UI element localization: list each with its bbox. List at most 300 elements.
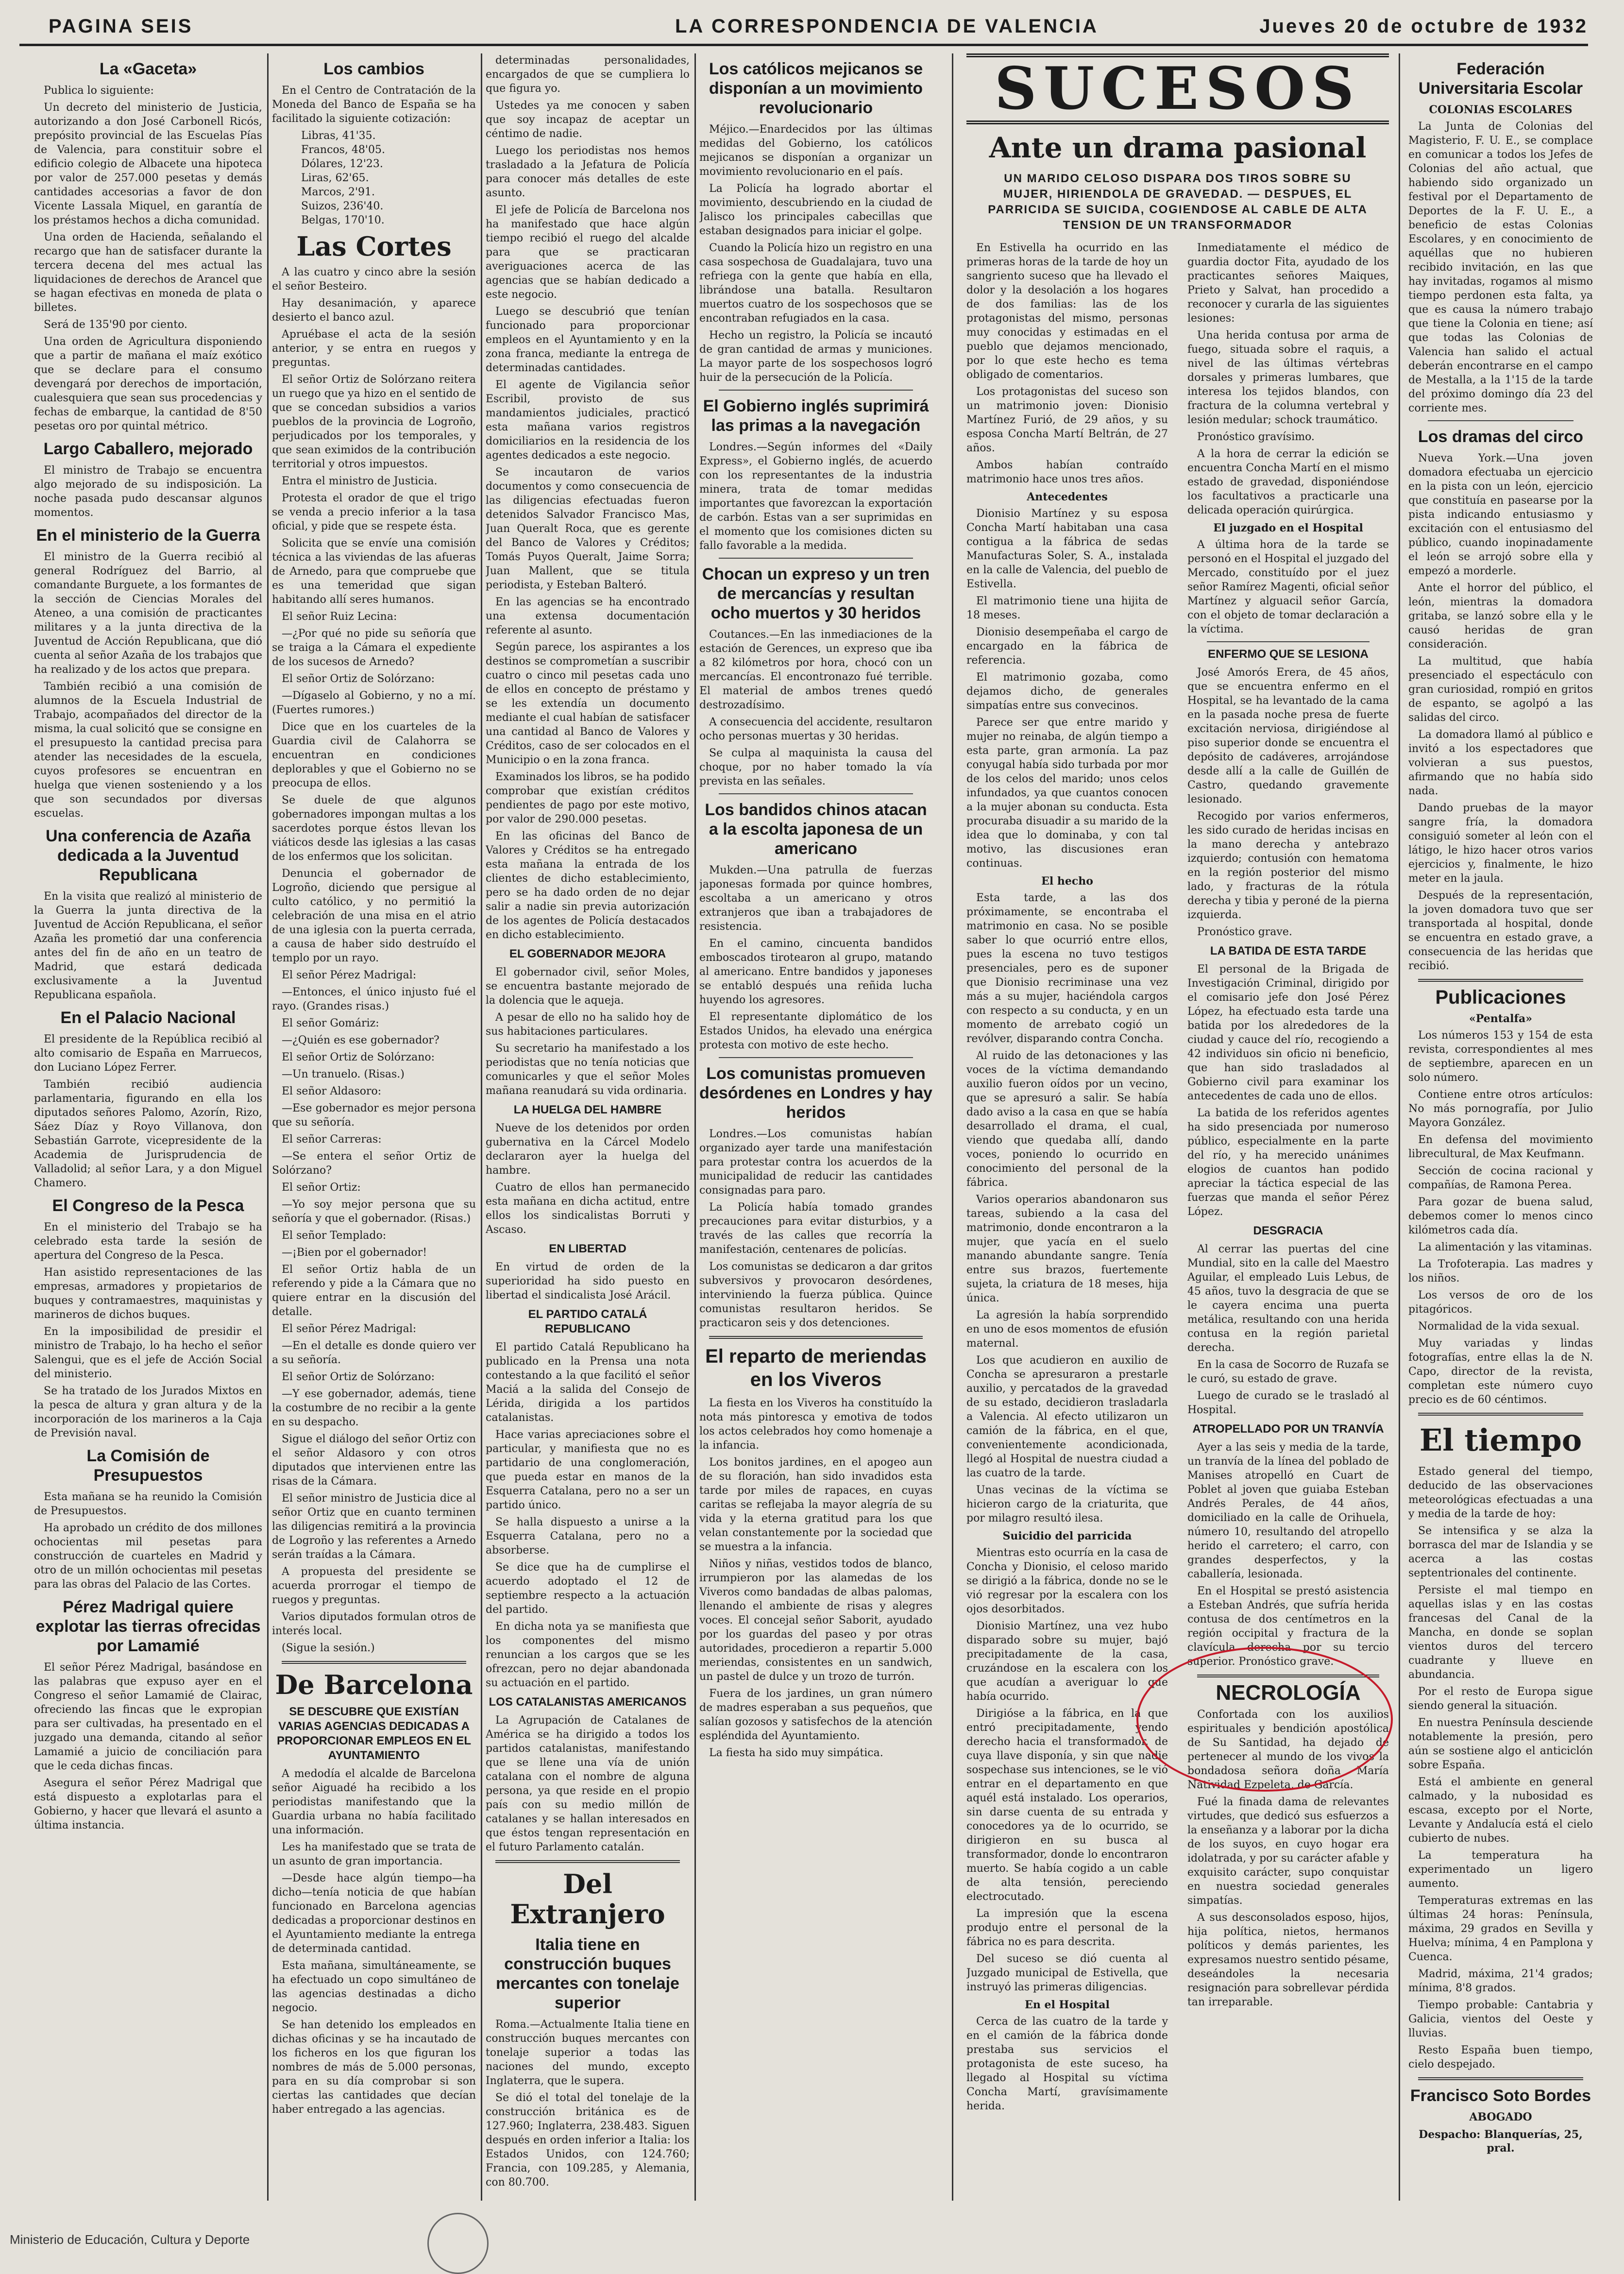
- paragraph: Luego los periodistas nos hemos trasladado a la Jefatura de Policía para conocer más detalles de este asunto.: [486, 145, 690, 199]
- headline-drama: Ante un drama pasional: [989, 131, 1367, 164]
- paragraph: Muy variadas y lindas fotografías, entre ellas la de N. Capo, director de la revista, completan este número cuyo precio es de 60 céntimos.: [1408, 1337, 1593, 1406]
- column-rule: [481, 53, 482, 2201]
- paragraph: Hecho un registro, la Policía se incautó de gran cantidad de armas y municiones. La mayor parte de los sospechosos logró huir de la persecución de la Policía.: [699, 329, 932, 384]
- paragraph: El jefe de Policía de Barcelona nos ha manifestado que hace algún tiempo recibió el ruego del alcalde para que se practicaran averiguaciones acerca de las agencias que se habían dedicado a este negocio.: [486, 204, 690, 301]
- paragraph: Coutances.—En las inmediaciones de la estación de Gerences, un expreso que iba a 82 kilómetros por hora, chocó con un mercancías. El encontronazo fué terrible. El material de ambos trenes quedó destrozadísimo.: [699, 629, 932, 711]
- headline-gaceta: La «Gaceta»: [99, 60, 197, 78]
- headline-tiempo: El tiempo: [1419, 1422, 1582, 1458]
- article-drama-lesiones: [1187, 241, 1389, 517]
- paragraph: —Desde hace algún tiempo—ha dicho—tenía noticia de que habían funcionado en Barcelona agencias dedicadas a proporcionar destinos en el Ayuntamiento mediante la entrega de determinada cantidad.: [272, 1872, 476, 1955]
- paragraph: El señor Ortiz habla de un referendo y pide a la Cámara que no quiere entrar en la discusión del detalle.: [272, 1264, 476, 1318]
- paragraph: Méjico.—Enardecidos por las últimas medidas del Gobierno, los católicos mejicanos se disponían a organizar un movimiento revolucionario en el país.: [699, 123, 932, 178]
- paragraph: La temperatura ha experimentado un ligero aumento.: [1408, 1849, 1593, 1890]
- paragraph: El señor Ruiz Lecina:: [282, 611, 397, 623]
- paragraph: Cerca de las cuatro de la tarde y en el camión de la fábrica donde prestaba sus servicios el protagonista de este suceso, ha llegado al Hospital su víctima Concha Martí, gravísimamente herida.: [966, 2016, 1168, 2112]
- paragraph: En el Hospital se prestó asistencia a Esteban Andrés, que sufría herida contusa de dos centímetros en la región occipital y fractura de la clavícula derecha por su tercio superior. Pronóstico grave.: [1187, 1585, 1389, 1668]
- paragraph: Por el resto de Europa sigue siendo general la situación.: [1408, 1686, 1593, 1712]
- headline-desgracia: DESGRACIA: [1253, 1224, 1323, 1237]
- paragraph: Roma.—Actualmente Italia tiene en construcción buques mercantes con tonelaje superior a todas las naciones del mundo, excepto Inglaterra, que le supera.: [486, 2018, 690, 2087]
- separator: [719, 390, 913, 391]
- library-stamp: [427, 2213, 489, 2274]
- paragraph: El partido Catalá Republicano ha publicado en la Prensa una nota contestando a la que facilitó el señor Maciá a la salida del Consejo de Lérida, dirigida a los partidos catalanistas.: [486, 1341, 690, 1424]
- headline-extranjero: Del Extranjero: [510, 1868, 665, 1930]
- paragraph: Apruébase el acta de la sesión anterior, y se entra en ruegos y preguntas.: [272, 328, 476, 369]
- paragraph: —Se entera el señor Ortiz de Solórzano?: [272, 1150, 476, 1177]
- paragraph: Contiene entre otros artículos: No más pornografía, por Julio Mayora González.: [1408, 1089, 1593, 1129]
- paragraph: —Entonces, el único injusto fué el rayo. (Grandes risas.): [272, 986, 476, 1012]
- sucesos-columns: [966, 241, 1389, 2116]
- paragraph: Tiempo probable: Cantabria y Galicia, vientos del Oeste y lluvias.: [1408, 1999, 1593, 2039]
- paragraph: El señor ministro de Justicia dice al señor Ortiz que en cuanto terminen las diligencias remitirá a la provincia de Logroño y las referentes a Arnedo serán traídas a la Cámara.: [272, 1492, 476, 1561]
- paragraph: Londres.—Los comunistas habían organizado ayer tarde una manifestación para protestar contra los acuerdos de la municipalidad de reducir las cantidades consignadas para paro.: [699, 1128, 932, 1197]
- article-tranvia: [1187, 1440, 1389, 1669]
- paragraph: Ambos habían contraído matrimonio hace unos tres años.: [966, 459, 1168, 485]
- paragraph: Sección de cocina racional y compañías, de Ramona Perea.: [1408, 1165, 1593, 1191]
- paragraph: Londres.—Según informes del «Daily Express», el Gobierno inglés, de acuerdo con los representantes de la industria minera, trata de tomar medidas importantes que favorezcan la exportación de carbón. Estas van a ser suprimidas en el momento que los comisiones dicten su fallo favorable a la medida.: [699, 441, 932, 552]
- subhead-hecho: El hecho: [1041, 875, 1093, 888]
- paragraph: El señor Ortiz de Solórzano reitera un ruego que ya hizo en el sentido de que se concedan subsidios a varios pueblos de la provincia de Logroño, perjudicados por los temporales, y que sean eximidos de la contribución territorial y otros impuestos.: [272, 374, 476, 470]
- paragraph: Nueva York.—Una joven domadora efectuaba un ejercicio en la pista con un león, ejercicio que constituía en pasearse por la pista indicando entusiasmo y excitación con el entusiasmo del público, cuando inopinadamente el león se arrojó sobre ella y empezó a morderle.: [1408, 452, 1593, 577]
- paragraph: La Policía ha logrado abortar el movimiento, descubriendo en la ciudad de Jalisco los principales cabecillas que estaban designados para iniciar el golpe.: [699, 183, 932, 237]
- paragraph: Después de la representación, la joven domadora tuvo que ser transportada al hospital, donde se encuentra en estado grave, a consecuencia de las heridas que recibió.: [1408, 889, 1593, 972]
- separator: [1418, 979, 1583, 982]
- paragraph: El representante diplomático de los Estados Unidos, ha elevado una enérgica protesta con motivo de este hecho.: [699, 1011, 932, 1051]
- paragraph: En dicha nota ya se manifiesta que los componentes del mismo renuncian a los cargos que se les ofrezcan, pero no dejar abandonada su actuación en el partido.: [486, 1621, 690, 1689]
- paragraph: Se dice que ha de cumplirse el acuerdo adoptado el 12 de septiembre respecto a la actuación del partido.: [486, 1561, 690, 1616]
- column-6: [1408, 53, 1593, 2201]
- paragraph: Al ruido de las detonaciones y las voces de la víctima demandando auxilio fueron oídos por un vecino, que se apresuró a salir. Se había dado aviso a la casa en que se había desarrollado el drama, el cual, viendo que quedaba allí, dando voces, poniendo lo ocurrido en conocimiento del personal de la fábrica.: [966, 1050, 1168, 1189]
- paragraph: Los protagonistas del suceso son un matrimonio joven: Dionisio Martínez Furió, de 29 años, y su esposa Concha Martí Beltrán, de 27 años.: [966, 386, 1168, 454]
- paragraph: Una orden de Hacienda, señalando el recargo que han de satisfacer durante la tercera decena del mes actual las liquidaciones de derechos de Arancel que se hagan efectivas en moneda de plata o billetes.: [34, 231, 262, 314]
- article-choque: [699, 628, 932, 788]
- article-publicaciones: [1408, 1028, 1593, 1407]
- paragraph: Mukden.—Una patrulla de fuerzas japonesas formada por quince hombres, escoltaba a un americano y otros extranjeros que iban a trabajadores de resistencia.: [699, 864, 932, 933]
- paragraph: La domadora llamó al público e invitó a los espectadores que volvieran a sus puestos, afirmando que no había sido nada.: [1408, 729, 1593, 797]
- article-presupuestos: [34, 1490, 262, 1591]
- paragraph: (Sigue la sesión.): [282, 1642, 375, 1654]
- article-ingles: [699, 440, 932, 553]
- paragraph: El señor Templado:: [282, 1230, 387, 1242]
- paragraph: El señor Ortiz de Solórzano:: [282, 673, 435, 685]
- paragraph: En la casa de Socorro de Ruzafa se le curó, su estado de grave.: [1187, 1359, 1389, 1385]
- paragraph: El agente de Vigilancia señor Escribil, provisto de sus mandamientos judiciales, practicó esta mañana varios registros domiciliarios en la residencia de los agentes dedicados a este negocio.: [486, 379, 690, 462]
- sucesos-left: [966, 241, 1168, 2116]
- rate-line: Dólares, 12'23.: [301, 158, 383, 170]
- paragraph: Los bonitos jardines, en el apogeo aun de su floración, han sido invadidos esta tarde por miles de rapaces, en cuyas caritas se reflejaba la mayor alegría de su vida y la eterna gratitud para los que velan constantemente por la sociedad que se muestra a la infancia.: [699, 1456, 932, 1553]
- paragraph: La Agrupación de Catalanes de América se ha dirigido a todos los partidos catalanistas, manifestando que se llene una vía de unión catalana con el nombre de alguna persona, ya que reside en el propio país con su medio millón de catalanes y se hallan interesados en que éstos tengan representación en el futuro Parlamento catalán.: [486, 1714, 690, 1853]
- paragraph: La batida de los referidos agentes ha sido presenciada por numeroso público, especialmente en la parte del río, y ha merecido unánimes elogios de cuantos han podido apreciar la táctica especial de las fuerzas que manda el señor Pérez López.: [1187, 1107, 1389, 1218]
- headline-pesca: El Congreso de la Pesca: [52, 1197, 244, 1215]
- headline-cortes: Las Cortes: [296, 231, 452, 262]
- paragraph: Hace varias apreciaciones sobre el particular, y manifiesta que no es partidario de una conglomeración, que pueda estar en manos de la Esquerra Catalana, pero no a ser un partido único.: [486, 1429, 690, 1511]
- article-bandidos: [699, 863, 932, 1052]
- paragraph: Se han detenido los empleados en dichas oficinas y se ha incautado de los ficheros en los que figuran los nombres de más de 5.000 personas, para en su día comprobar si son ciertas las cantidades que decían haber entregado a las agencias.: [272, 2019, 476, 2116]
- paragraph: —¿Quién es ese gobernador?: [282, 1034, 440, 1046]
- headline-americanos: LOS CATALANISTAS AMERICANOS: [489, 1695, 687, 1709]
- article-comunistas: [699, 1127, 932, 1330]
- paragraph: Luego se descubrió que tenían funcionado para proporcionar empleos en el Ayuntamiento y en la zona franca, mediante la entrega de determinadas cantidades.: [486, 306, 690, 374]
- paragraph: Hay desanimación, y aparece desierto el banco azul.: [272, 297, 476, 324]
- article-perez-madrigal: [34, 1660, 262, 1832]
- paragraph: Fué la finada dama de relevantes virtudes, que dedicó sus esfuerzos a la enseñanza y a laborar por la dicha de los suyos, en cuyo hogar era idolatrada, y por su carácter afable y exquisito carácter, supo conquistar en nuestra sociedad generales simpatías.: [1187, 1796, 1389, 1907]
- paragraph: Un decreto del ministerio de Justicia, autorizando a don José Carbonell Ricós, prepósito provincial de las Escuelas Pías de Valencia, para constituir sobre el edificio colegio de Albacete una hipoteca por valor de 257.000 pesetas y demás cantidades accesorias a favor de don Vicente Lassala Miquel, en garantía de los préstamos hechos a dicha comunidad.: [34, 102, 262, 226]
- paragraph: José Amorós Erera, de 45 años, que se encuentra enfermo en el Hospital, se ha levantado de la cama en la pasada noche presa de fuerte excitación nerviosa, dirigiéndose al piso superior donde se encuentra el depósito de cadáveres, arrojándose desde allí a la calle de Guillén de Castro, quedando gravemente lesionado.: [1187, 667, 1389, 805]
- paragraph: El gobernador civil, señor Moles, se encuentra bastante mejorado de la dolencia que le aqueja.: [486, 966, 690, 1007]
- paragraph: En Estivella ha ocurrido en las primeras horas de la tarde de hoy un sangriento suceso que ha llevado el dolor y la desolación a los hogares de dos familias: las de los protagonistas del mismo, personas muy conocidas y estimadas en el pueblo que dejamos mencionado, por lo que este hecho es tema obligado de comentarios.: [966, 242, 1168, 381]
- headline-palacio: En el Palacio Nacional: [60, 1009, 236, 1027]
- paragraph: Se ha tratado de los Jurados Mixtos en la pesca de altura y gran altura y de la incorporación de los marineros a la Caja de Previsión naval.: [34, 1385, 262, 1439]
- paragraph: El personal de la Brigada de Investigación Criminal, dirigido por el comisario jefe don José Pérez López, ha efectuado esta tarde una batida por los alrededores de la ciudad y cauce del río, recogiendo a 42 individuos sin oficio ni beneficio, que han sido trasladados al Gobierno civil para examinar los antecedentes de cada uno de ellos.: [1187, 963, 1389, 1102]
- article-suicidio: [966, 1546, 1168, 1994]
- paragraph: Recogido por varios enfermeros, les sido curado de heridas incisas en la mano derecha y antebrazo izquierdo; contusión con hematoma en la región posterior del mismo lado, y fracturas de la rótula derecha y tibia y peroné de la pierna izquierda.: [1187, 810, 1389, 921]
- newspaper-title: LA CORRESPONDENCIA DE VALENCIA: [675, 16, 1099, 37]
- article-palacio: [34, 1032, 262, 1190]
- paragraph: Una herida contusa por arma de fuego, situada sobre el raquis, a nivel de las últimas vértebras dorsales y primeras lumbares, que interesa los tejidos blandos, con fractura de la columna vertebral y lesión medular; schock traumático.: [1187, 329, 1389, 426]
- paragraph: Dionisio desempeñaba el cargo de encargado en la fábrica de referencia.: [966, 626, 1168, 667]
- paragraph: Persiste el mal tiempo en aquellas islas y en las costas francesas del Canal de la Mancha, en donde se soplan vientos duros del tercero cuadrante y llueve en abundancia.: [1408, 1584, 1593, 1681]
- ad-soto-name: Francisco Soto Bordes: [1410, 2086, 1591, 2105]
- paragraph: Ha aprobado un crédito de dos millones ochocientas mil pesetas para construcción de cuarteles en Madrid y otro de un millón ochocientas mil pesetas para las obras del Palacio de las Cortes.: [34, 1522, 262, 1590]
- rate-line: Liras, 62'65.: [301, 172, 369, 184]
- separator: [1418, 1413, 1583, 1416]
- headline-meriendas: El reparto de meriendas en los Viveros: [705, 1346, 927, 1390]
- paragraph: A última hora de la tarde se personó en el Hospital el juzgado del Mercado, constituído por el juez señor Ramírez Magenti, oficial señor Martínez y alguacil señor García, con el objeto de tomar declaración a la víctima.: [1187, 539, 1389, 635]
- subhead-juzgado: El juzgado en el Hospital: [1213, 522, 1363, 534]
- paragraph: También recibió a una comisión de alumnos de la Escuela Industrial de Trabajo, acompañados del director de la misma, la cual solicitó que se consigne en el presupuesto la cantidad precisa para atender las necesidades de la escuela, cuyos profesores se encuentran en huelga que vienen sosteniendo y a los que son secundados por diversas escuelas.: [34, 681, 262, 820]
- article-pesca: [34, 1220, 262, 1440]
- paragraph: Varios operarios abandonaron sus tareas, subiendo a la casa del matrimonio, donde encontraron a la mujer, que yacía en el suelo manando abundante sangre. Tenía entre sus brazos, fuertemente sujeta, la criatura de 18 meses, hija única.: [966, 1194, 1168, 1304]
- headline-barcelona: De Barcelona: [275, 1669, 473, 1700]
- rate-line: Belgas, 170'10.: [301, 214, 385, 226]
- paragraph: Protesta el orador de que el trigo se venda a precio inferior a la tasa oficial, y pide que se respete ésta.: [272, 492, 476, 532]
- issue-date: Jueves 20 de octubre de 1932: [1259, 16, 1588, 37]
- paragraph: Normalidad de la vida sexual.: [1418, 1320, 1580, 1333]
- paragraph: —Ese gobernador es mejor persona que su señoría.: [272, 1102, 476, 1128]
- article-libertad: [486, 1260, 690, 1302]
- paragraph: Solicita que se envíe una comisión técnica a las viviendas de las afueras de Arnedo, para que compruebe que es una temeridad que sigan habitando allí seres humanos.: [272, 537, 476, 606]
- paragraph: Nueve de los detenidos por orden gubernativa en la Cárcel Modelo declararon ayer la huelga del hambre.: [486, 1122, 690, 1177]
- paragraph: Publica lo siguiente:: [44, 85, 154, 97]
- paragraph: Fuera de los jardines, un gran número de madres esperaban a sus pequeños, que salían gozosos y satisfechos de la atención espléndida del Ayuntamiento.: [699, 1688, 932, 1742]
- paragraph: En la visita que realizó al ministerio de la Guerra la junta directiva de la Juventud de Acción Republicana, el señor Azaña les prometió dar una conferencia antes del fin de año en un teatro de Madrid, que estará dedicada exclusivamente a la Juventud Republicana española.: [34, 890, 262, 1001]
- separator: [1428, 420, 1573, 421]
- paragraph: Inmediatamente el médico de guardia doctor Fita, ayudado de los practicantes señores Maiques, Prieto y Salvat, han procedido a reconocer y curarla de las siguientes lesiones:: [1187, 242, 1389, 325]
- column-rule: [267, 53, 269, 2201]
- paragraph: En las agencias se ha encontrado una extensa documentación referente al asunto.: [486, 596, 690, 636]
- paragraph: Estado general del tiempo, deducido de las observaciones meteorológicas efectuadas a una y media de la tarde de hoy:: [1408, 1466, 1593, 1520]
- paragraph: El señor Ortiz:: [282, 1181, 361, 1194]
- headline-bandidos: Los bandidos chinos atacan a la escolta japonesa de un americano: [705, 801, 927, 858]
- paragraph: —Y ese gobernador, además, tiene la costumbre de no recibir a la gente en su despacho.: [272, 1388, 476, 1428]
- article-gobernador: [486, 965, 690, 1098]
- article-hospital: [966, 2015, 1168, 2113]
- paragraph: A consecuencia del accidente, resultaron ocho personas muertas y 30 heridas.: [699, 716, 932, 742]
- paragraph: Está el ambiente en general calmado, y la nubosidad es escasa, excepto por el Norte, Levante y Andalucía está el cielo cubierto de nubes.: [1408, 1776, 1593, 1845]
- exchange-rates: [272, 129, 476, 227]
- paragraph: Unas vecinas de la víctima se hicieron cargo de la criaturita, que por milagro resultó ilesa.: [966, 1484, 1168, 1524]
- paragraph: A sus desconsolados esposo, hijos, hija política, nietos, hermanos políticos y demás parientes, les expresamos nuestro sentido pésame, deseándoles la necesaria resignación para sobrellevar pérdida tan irreparable.: [1187, 1912, 1389, 2008]
- separator: [719, 793, 913, 794]
- paragraph: —¿Por qué no pide su señoría que se traiga a la Cámara el expediente de los sucesos de Arnedo?: [272, 628, 476, 668]
- headline-huelga: LA HUELGA DEL HAMBRE: [513, 1103, 662, 1116]
- separator: [719, 1057, 913, 1058]
- paragraph: A propuesta del presidente se acuerda prorrogar el tiempo de ruegos y preguntas.: [272, 1566, 476, 1606]
- red-annotation-circle: [1136, 1647, 1393, 1792]
- paragraph: La Policía había tomado grandes precauciones para evitar disturbios, y a través de las calles que recorría la manifestación, centenares de policías.: [699, 1201, 932, 1256]
- subhead-colonias: COLONIAS ESCOLARES: [1429, 103, 1573, 116]
- ad-soto-title: ABOGADO: [1469, 2111, 1532, 2123]
- column-4: [699, 53, 932, 2201]
- paragraph: La fiesta en los Viveros ha constituído la nota más pintoresca y emotiva de todos los actos celebrados hoy como homenaje a la infancia.: [699, 1397, 932, 1452]
- section-title-sucesos: SUCESOS: [966, 53, 1389, 124]
- headline-fue: Federación Universitaria Escolar: [1418, 60, 1583, 98]
- paragraph: Esta tarde, a las dos próximamente, se encontraba el matrimonio en casa. No se posible saber lo que ocurrió entre ellos, pues la escena no tuvo testigos presenciales, pero es de suponer que Dionisio recriminase una vez más a su mujer, haciéndola cargos con respecto a su conducta, y en un momento de arrebato cogió un revólver, disparando contra Concha.: [966, 892, 1168, 1045]
- paragraph: Pronóstico grave.: [1197, 926, 1292, 938]
- article-guerra: [34, 550, 262, 821]
- headline-gobernador: EL GOBERNADOR MEJORA: [509, 947, 666, 960]
- paragraph: El señor Pérez Madrigal, basándose en las palabras que expuso ayer en el Congreso el señor Lamamié de Clairac, ofreciendo las fincas que le expropian para ser cultivadas, ha presentado en el juzgado una demanda, citando al señor Lamamié a juicio de conciliación para que le ceda dichas fincas.: [34, 1661, 262, 1772]
- headline-libertad: EN LIBERTAD: [549, 1242, 626, 1255]
- paragraph: Se intensifica y se alza la borrasca del mar de Islandia y se acerca a las costas septentrionales del continente.: [1408, 1525, 1593, 1579]
- paragraph: Dice que en los cuarteles de la Guardia civil de Calahorra se encuentran en condiciones deplorables y que el Gobierno no se preocupa de ellos.: [272, 721, 476, 789]
- column-rule: [1399, 53, 1400, 2201]
- paragraph: Luego de curado se le trasladó al Hospital.: [1187, 1390, 1389, 1416]
- paragraph: Examinados los libros, se ha podido comprobar que existían créditos pendientes de pago por este motivo, por valor de 290.000 pesetas.: [486, 771, 690, 825]
- deck-barcelona: SE DESCUBRE QUE EXISTÍAN VARIAS AGENCIAS DEDICADAS A PROPORCIONAR EMPLEOS EN EL AYUNTAMIENTO: [276, 1705, 472, 1762]
- paragraph: —Yo soy mejor persona que su señoría y que el gobernador. (Risas.): [272, 1198, 476, 1225]
- article-tiempo: [1408, 1465, 1593, 2071]
- paragraph: Su secretario ha manifestado a los periodistas que no tenía noticias que comunicarles y que el señor Moles mañana reanudará su vida ordinaria.: [486, 1043, 690, 1097]
- headline-circo: Los dramas del circo: [1418, 427, 1584, 446]
- headline-azana: Una conferencia de Azaña dedicada a la Juventud Republicana: [46, 827, 251, 884]
- paragraph: Se dió el total del tonelaje de la construcción británica es de 127.960; Inglaterra, 238.483. Siguen después en orden inferior a Italia: los Estados Unidos, con 124.760; Francia, con 109.285, y Alemania, con 80.700.: [486, 2092, 690, 2189]
- paragraph: En nuestra Península desciende notablemente la presión, pero aún se sostiene algo el anticiclón sobre España.: [1408, 1717, 1593, 1771]
- paragraph: Para gozar de buena salud, debemos comer lo menos cinco kilómetros cada día.: [1408, 1196, 1593, 1236]
- paragraph: El señor Ortiz de Solórzano:: [282, 1371, 435, 1383]
- paragraph: Entra el ministro de Justicia.: [282, 475, 438, 487]
- paragraph: En la imposibilidad de presidir el ministro de Trabajo, lo ha hecho el señor Salengui, que es el jefe de Acción Social del ministerio.: [34, 1326, 262, 1380]
- page-number: PAGINA SEIS: [49, 16, 193, 37]
- paragraph: Una orden de Agricultura disponiendo que a partir de mañana el maíz exótico que se declare para el consumo devengará por derechos de importación, cualesquiera que sean sus procedencias y fechas de embarque, la cantidad de 8'50 pesetas oro por quintal métrico.: [34, 336, 262, 432]
- paragraph: Cuando la Policía hizo un registro en una casa sospechosa de Guadalajara, tuvo una refriega con la gente que había en ella, librándose una batalla. Resultaron muertos cuatro de los sospechosos que se encontraban refugiados en la casa.: [699, 242, 932, 325]
- headline-ingles: El Gobierno inglés suprimirá las primas a la navegación: [703, 397, 929, 435]
- paragraph: Ustedes ya me conocen y saben que soy incapaz de aceptar un céntimo de nadie.: [486, 100, 690, 140]
- article-mejicanos: [699, 122, 932, 385]
- paragraph: Parece ser que entre marido y mujer no reinaba, de algún tiempo a esta parte, gran armonía. La paz conyugal había sido turbada por mor de los celos del marido; unos celos infundados, ya que cuantos conocen a la mujer abonan su conducta. Esta procuraba disuadir a su marido de la idea que lo dominaba, y con tal motivo, las discusiones eran continuas.: [966, 717, 1168, 870]
- article-huelga: [486, 1121, 690, 1237]
- paragraph: También recibió audiencia parlamentaria, figurando en ella los diputados señores Palomo, Azorín, Rizo, Sáez Díaz y Royo Villanova, don Sebastián Garrote, vicepresidente de la Academia de Jurisprudencia de Valladolid; al señor Lara, y a don Miguel Chamero.: [34, 1078, 262, 1189]
- paragraph: —Un tranuelo. (Risas.): [282, 1068, 405, 1080]
- paragraph: El señor Pérez Madrigal:: [282, 969, 417, 981]
- paragraph: El señor Aldasoro:: [282, 1085, 382, 1097]
- paragraph: Madrid, máxima, 21'4 grados; mínima, 8'8 grados.: [1408, 1968, 1593, 1994]
- column-sucesos: [966, 53, 1389, 2201]
- paragraph: Ante el horror del público, el león, mientras la domadora gritaba, se lanzó sobre ella y le causó heridas de gran consideración.: [1408, 582, 1593, 650]
- headline-mejicanos: Los católicos mejicanos se disponían a un movimiento revolucionario: [709, 60, 923, 117]
- article-catala: [486, 1340, 690, 1690]
- column-1: [34, 53, 262, 2201]
- column-2: [272, 53, 476, 2201]
- paragraph: Denuncia el gobernador de Logroño, diciendo que persigue al culto católico, y no permitió la celebración de una misa en el atrio de una iglesia con la puerta cerrada, a causa de haber sido destruído el templo por un rayo.: [272, 868, 476, 964]
- paragraph: La alimentación y las vitaminas.: [1418, 1241, 1592, 1253]
- separator: [1418, 2077, 1583, 2080]
- paragraph: determinadas personalidades, encargados de que se cumpliera lo que figura yo.: [486, 54, 690, 95]
- paragraph: Según parece, los aspirantes a los destinos se comprometían a suscribir cuatro o cinco mil pesetas cada uno de ellos en concepto de préstamo y se les extendía un documento mediante el cual habían de satisfacer una cantidad al Banco de Valores y Créditos, caso de ser colocados en el Municipio o en la zona franca.: [486, 641, 690, 766]
- headline-catala: EL PARTIDO CATALÁ REPUBLICANO: [528, 1308, 647, 1335]
- paragraph: La impresión que la escena produjo entre el personal de la fábrica no es para descrita.: [966, 1908, 1168, 1948]
- paragraph: Temperaturas extremas en las últimas 24 horas: Península, máxima, 29 grados en Sevilla y Huelva; mínima, 4 en Pamplona y Cuenca.: [1408, 1895, 1593, 1963]
- article-hecho: [966, 891, 1168, 1525]
- headline-largo-caballero: Largo Caballero, mejorado: [43, 440, 253, 458]
- deck-drama: UN MARIDO CELOSO DISPARA DOS TIROS SOBRE SU MUJER, HIRIENDOLA DE GRAVEDAD. — DESPUES, EL PARRICIDA SE SUICIDA, COGIENDOSE AL CABLE DE ALTA TENSION DE UN TRANSFORMADOR: [988, 172, 1368, 232]
- paragraph: Varios diputados formulan otros de interés local.: [272, 1611, 476, 1637]
- paragraph: —¡Bien por el gobernador!: [282, 1247, 427, 1259]
- paragraph: El ministro de Trabajo se encuentra algo mejorado de su indisposición. La noche pasada pudo descansar algunos momentos.: [34, 464, 262, 519]
- paragraph: Ayer a las seis y media de la tarde, un tranvía de la línea del poblado de Manises atropelló en Cuart de Poblet al joven que guiaba Esteban Andrés Perales, de 44 años, domiciliado en la calle de Orihuela, número 10, resultando del atropello herido el carretero; el carro, con grandes desperfectos, y la caballería, lesionada.: [1187, 1441, 1389, 1580]
- page-header: [19, 10, 1588, 46]
- paragraph: Confortada con los auxilios espirituales y bendición apostólica de Su Santidad, ha dejado de pertenecer al mundo de los vivos la bondadosa señora doña María Natividad Ezpeleta, de García.: [1187, 1709, 1389, 1791]
- paragraph: A medodía el alcalde de Barcelona señor Aiguadé ha recibido a los periodistas manifestando que la Guardia urbana no había facilitado una información.: [272, 1768, 476, 1836]
- paragraph: Los versos de oro de los pitagóricos.: [1408, 1289, 1593, 1316]
- paragraph: Los comunistas se dedicaron a dar gritos subversivos y provocaron desórdenes, interviniendo la fuerza pública. Quince comunistas resultaron heridos. Se practicaron seis y dos detenciones.: [699, 1261, 932, 1329]
- paragraph: El señor Carreras:: [282, 1133, 382, 1146]
- archive-footer: Ministerio de Educación, Cultura y Deporte: [10, 2232, 250, 2247]
- paragraph: La multitud, que había presenciado el espectáculo con gran curiosidad, rompió en gritos de espanto, se agolpó a las salidas del circo.: [1408, 655, 1593, 724]
- article-barcelona: [272, 1767, 476, 2117]
- paragraph: El señor Ortiz de Solórzano:: [282, 1051, 435, 1063]
- paragraph: Los que acudieron en auxilio de Concha se apresuraron a prestarle auxilio, y percatados de la gravedad de su estado, decidieron trasladarla a Valencia. Al efecto utilizaron un camión de la fábrica, en el que, convenientemente acondicionada, llegó al Hospital de nuestra ciudad a las cuatro de la tarde.: [966, 1354, 1168, 1479]
- article-drama-intro: [966, 241, 1168, 486]
- paragraph: Pronóstico gravísimo.: [1197, 431, 1315, 443]
- headline-enfermo: ENFERMO QUE SE LESIONA: [1208, 648, 1369, 661]
- paragraph: Dionisio Martínez y su esposa Concha Martí habitaban una casa contigua a la fábrica de sedas Manufacturas Soler, S. A., instalada en la calle de Valencia, del pueblo de Estivella.: [966, 508, 1168, 590]
- article-colonias: [1408, 120, 1593, 415]
- article-antecedentes: [966, 507, 1168, 871]
- paragraph: Se incautaron de varios documentos y como consecuencia de las diligencias efectuadas fueron detenidos Salvador Francisco Mas, Juan Queralt Roca, que es gerente del Banco de Valores y Créditos; Tomás Puyos Queralt, Jaime Sorra; Juan Mallent, que se titula periodista, y Esteban Balteró.: [486, 466, 690, 591]
- paragraph: A las cuatro y cinco abre la sesión el señor Besteiro.: [272, 266, 476, 292]
- headline-presupuestos: La Comisión de Presupuestos: [86, 1447, 210, 1485]
- ad-soto-address: Despacho: Blanquerías, 25, pral.: [1419, 2128, 1583, 2154]
- paragraph: La agresión la había sorprendido en uno de esos momentos de efusión maternal.: [966, 1309, 1168, 1350]
- headline-italia: Italia tiene en construcción buques mercantes con tonelaje superior: [496, 1935, 679, 2012]
- paragraph: Mientras esto ocurría en la casa de Concha y Dionisio, el celoso marido se dirigió a la fábrica, donde no se le vió regresar por la escalera con los ojos desorbitados.: [966, 1547, 1168, 1615]
- subhead-suicidio: Suicidio del parricida: [1002, 1530, 1132, 1542]
- rate-line: Marcos, 2'91.: [301, 186, 375, 198]
- paragraph: Esta mañana se ha reunido la Comisión de Presupuestos.: [34, 1491, 262, 1517]
- separator: [1207, 641, 1370, 642]
- paragraph: El ministro de la Guerra recibió al general Rodríguez del Barrio, al comandante Burguete, a los formantes de la sección de Ciencias Morales del Ateneo, a una comisión de practicantes militares y a la junta directiva de la Juventud de Acción Republicana, que dió cuenta al señor Azaña de los trabajos que ha realizado y de los actos que prepara.: [34, 551, 262, 676]
- paragraph: Asegura el señor Pérez Madrigal que está dispuesto a explotarlas para el Gobierno, y hacer que llevará el asunto a última instancia.: [34, 1777, 262, 1831]
- paragraph: A la hora de cerrar la edición se encuentra Concha Martí en el mismo estado de gravedad, disponiéndose los facultativos a practicarle una delicada operación quirúrgica.: [1187, 448, 1389, 516]
- rate-line: Libras, 41'35.: [301, 130, 376, 142]
- paragraph: Niños y niñas, vestidos todos de blanco, irrumpieron por las alamedas de los Viveros como bandadas de albas palomas, llenando el ambiente de risas y alegres voces. El concejal señor Saborit, ayudado por los guardas del paseo y por otras autoridades, procedieron a repartir 5.000 meriendas, consistentes en un sandwich, un pastel de dulce y un trozo de turrón.: [699, 1558, 932, 1683]
- article-gaceta: [34, 84, 262, 433]
- article-circo: [1408, 451, 1593, 973]
- headline-batida: LA BATIDA DE ESTA TARDE: [1210, 944, 1367, 957]
- rate-line: Suizos, 236'40.: [301, 200, 384, 212]
- headline-tranvia: ATROPELLADO POR UN TRANVÍA: [1192, 1422, 1384, 1436]
- paragraph: El matrimonio gozaba, como dejamos dicho, de generales simpatías entre sus convecinos.: [966, 671, 1168, 712]
- article-americanos: [486, 1713, 690, 1854]
- paragraph: Dando pruebas de la mayor sangre fría, la domadora consiguió someter al león con el látigo, le hizo hacer otros varios ejercicios y, finalmente, le hizo meter en la jaula.: [1408, 802, 1593, 885]
- paragraph: Será de 135'90 por ciento.: [44, 319, 187, 331]
- paragraph: Los números 153 y 154 de esta revista, correspondientes al mes de septiembre, aparecen en un solo número.: [1408, 1029, 1593, 1084]
- subhead-hospital: En el Hospital: [1025, 1999, 1110, 2011]
- paragraph: En las oficinas del Banco de Valores y Créditos se ha entregado esta mañana la entrada de los clientes de dicho establecimiento, pero se ha dado orden de no dejar salir a nadie sin previa autorización de los agentes de Policía destacados en dicho establecimiento.: [486, 830, 690, 941]
- paragraph: En virtud de orden de la superioridad ha sido puesto en libertad el sindicalista José Arácil.: [486, 1261, 690, 1301]
- paragraph: Sigue el diálogo del señor Ortiz con el señor Aldasoro y con otros diputados que intervienen entre las risas de la Cámara.: [272, 1433, 476, 1488]
- paragraph: La Trofoterapia. Las madres y los niños.: [1408, 1258, 1593, 1284]
- article-azana: [34, 889, 262, 1002]
- paragraph: —Dígaselo al Gobierno, y no a mí. (Fuertes rumores.): [272, 690, 476, 716]
- rate-line: Francos, 48'05.: [301, 144, 385, 156]
- sucesos-right: [1187, 241, 1389, 2116]
- separator: [282, 1661, 466, 1664]
- headline-publicaciones: Publicaciones: [1435, 987, 1566, 1008]
- paragraph: En el Centro de Contratación de la Moneda del Banco de España se ha facilitado la siguiente cotización:: [272, 85, 476, 125]
- headline-necrologia: NECROLOGÍA: [1216, 1681, 1361, 1705]
- paragraph: El señor Pérez Madrigal:: [282, 1323, 417, 1335]
- article-enfermo: [1187, 666, 1389, 939]
- separator: [719, 558, 913, 559]
- paragraph: Les ha manifestado que se trata de un asunto de gran importancia.: [272, 1841, 476, 1867]
- headline-guerra: En el ministerio de la Guerra: [36, 526, 260, 545]
- headline-cambios: Los cambios: [323, 60, 424, 78]
- subhead-pentalfa: «Pentalfa»: [1469, 1012, 1532, 1025]
- paragraph: Al cerrar las puertas del cine Mundial, sito en la calle del Maestro Aguilar, el empleado Luis Lebus, de 45 años, tuvo la desgracia de que se le cayera encima una puerta metálica, resultando con una herida contusa en la región parietal derecha.: [1187, 1243, 1389, 1354]
- paragraph: A pesar de ello no ha salido hoy de sus habitaciones particulares.: [486, 1011, 690, 1038]
- article-cortes: [272, 265, 476, 1655]
- paragraph: La fiesta ha sido muy simpática.: [709, 1747, 883, 1759]
- paragraph: Se duele de que algunos gobernadores impongan multas a los sacerdotes porque éstos llevan los viáticos desde las iglesias a las casas de los enfermos que los solicitan.: [272, 794, 476, 863]
- headline-comunistas: Los comunistas promueven desórdenes en Londres y hay heridos: [699, 1064, 932, 1122]
- paragraph: Se culpa al maquinista la causa del choque, por no haber tomado la vía prevista en las señales.: [699, 747, 932, 787]
- paragraph: Se halla dispuesto a unirse a la Esquerra Catalana, pero no a absorberse.: [486, 1516, 690, 1556]
- paragraph: Esta mañana, simultáneamente, se ha efectuado un copo simultáneo de las agencias destinadas a dicho negocio.: [272, 1960, 476, 2014]
- paragraph: En defensa del movimiento librecultural, de Max Keufmann.: [1408, 1134, 1593, 1160]
- column-3: [486, 53, 690, 2201]
- column-rule: [952, 53, 953, 2201]
- paragraph: En el camino, cincuenta bandidos emboscados tirotearon al grupo, matando al americano. Entre bandidos y japoneses se entabló después una reñida lucha huyendo los agresores.: [699, 938, 932, 1006]
- headline-perez-madrigal: Pérez Madrigal quiere explotar las tierras ofrecidas por Lamamié: [35, 1598, 261, 1655]
- paragraph: Cuatro de ellos han permanecido esta mañana en dicha actitud, entre ellos los sindicalistas Borruti y Ascaso.: [486, 1181, 690, 1236]
- article-largo-caballero: [34, 463, 262, 520]
- column-rule: [694, 53, 696, 2201]
- article-barcelona-cont: [486, 53, 690, 942]
- subhead-antecedentes: Antecedentes: [1027, 491, 1108, 503]
- paragraph: En el ministerio del Trabajo se ha celebrado esta tarde la sesión de apertura del Congreso de la Pesca.: [34, 1221, 262, 1262]
- paragraph: El matrimonio tiene una hijita de 18 meses.: [966, 595, 1168, 621]
- article-cambios: [272, 84, 476, 126]
- paragraph: Han asistido representaciones de las empresas, armadores y propietarios de buques y contramaestres, maquinistas y marineros de dichos buques.: [34, 1266, 262, 1321]
- article-italia: [486, 2018, 690, 2189]
- paragraph: —En el detalle es donde quiero ver a su señoría.: [272, 1340, 476, 1366]
- article-meriendas: [699, 1396, 932, 1760]
- paragraph: El presidente de la República recibió al alto comisario de España en Marruecos, don Luciano López Ferrer.: [34, 1033, 262, 1074]
- paragraph: Dirigióse a la fábrica, en la que entró precipitadamente, yendo derecho hacia el transformador, de cuya llave disponía, y sin que nadie sospechase sus intenciones, se le vió entrar en el departamento en que aquél está instalado. Los operarios, sin darse cuenta de su entrada y conocedores ya de lo ocurrido, se dirigieron en su busca al transformador, donde lo encontraron muerto. Se había cogido a un cable de alta tensión, pereciendo electrocutado.: [966, 1708, 1168, 1903]
- headline-choque: Chocan un expreso y un tren de mercancías y resultan ocho muertos y 30 heridos: [702, 565, 930, 622]
- article-batida: [1187, 962, 1389, 1219]
- article-desgracia: [1187, 1242, 1389, 1417]
- separator: [709, 1336, 923, 1339]
- paragraph: Dionisio Martínez, una vez hubo disparado sobre su mujer, bajó precipitadamente de la casa, cruzándose en la escalera con los que acudían a averiguar lo que había ocurrido.: [966, 1620, 1168, 1703]
- separator: [495, 1860, 680, 1863]
- paragraph: La Junta de Colonias del Magisterio, F. U. E., se complace en comunicar a todos los Jefes de Colonias del año actual, que habiendo sido organizado un festival por el Departamento de Deportes de la F. U. E., a beneficio de estas Colonias Escolares, y en conocimiento de aquéllas que no hubieren recibido invitación, en las que hay invitadas, rogamos al mismo tiempo perdonen esta falta, ya que es causa la número trabajo que tiene la Colonia en tiene; así que todas las Colonias de Valencia han salido el actual deberán encontrarse en el campo de Mestalla, a la 1'15 de la tarde del próximo domingo día 23 del corriente mes.: [1408, 120, 1593, 414]
- paragraph: Del suceso se dió cuenta al Juzgado municipal de Estivella, que instruyó las primeras diligencias.: [966, 1953, 1168, 1993]
- article-juzgado: [1187, 538, 1389, 636]
- paragraph: El señor Gomáriz:: [282, 1017, 379, 1029]
- paragraph: Resto España buen tiempo, cielo despejado.: [1408, 2044, 1593, 2070]
